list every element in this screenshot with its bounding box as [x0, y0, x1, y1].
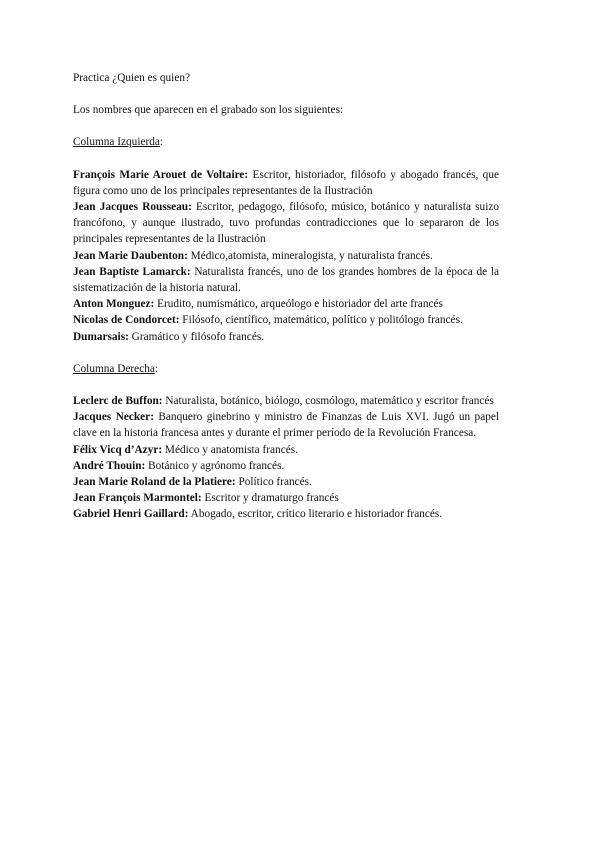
person-name: Jean Marie Daubenton: — [73, 249, 188, 262]
person-name: François Marie Arouet de Voltaire: — [73, 168, 249, 181]
left-column-heading: Columna Izquierda — [73, 136, 160, 149]
list-item — [73, 474, 499, 490]
heading-colon: : — [154, 362, 159, 375]
person-description: Escritor, historiador, filósofo y abogado francés, que figura como uno de los principales representantes de la Ilustración — [73, 168, 499, 197]
spacer — [73, 377, 499, 393]
left-column-heading-line — [73, 134, 499, 150]
spacer — [73, 118, 499, 134]
person-name: Jean Jacques Rousseau: — [73, 201, 192, 214]
person-name: Jean Marie Roland de la Platiere: — [73, 476, 236, 489]
person-description: Escritor y dramaturgo francés — [201, 492, 339, 505]
person-name: Gabriel Henri Gaillard: — [73, 508, 189, 521]
list-item — [73, 506, 499, 522]
person-name: Jacques Necker: — [73, 411, 154, 424]
person-name: Dumarsais: — [73, 330, 129, 343]
person-description: Médico y anatomista francés. — [162, 443, 298, 456]
person-name: Nicolas de Condorcet: — [73, 314, 180, 327]
list-item — [73, 312, 499, 328]
list-item — [73, 393, 499, 409]
heading-colon: : — [159, 136, 164, 149]
spacer — [73, 345, 499, 361]
right-column-heading-line — [73, 361, 499, 377]
spacer — [73, 151, 499, 167]
list-item — [73, 329, 499, 345]
list-item — [73, 458, 499, 474]
left-column-list — [73, 167, 499, 345]
document-title: Practica ¿Quien es quien? — [73, 72, 190, 84]
intro-text: Los nombres que aparecen en el grabado son los siguientes: — [73, 104, 344, 117]
person-description: Naturalista, botánico, biólogo, cosmólogo, matemático y escritor francés — [162, 395, 494, 408]
person-description: Gramático y filósofo francés. — [128, 330, 265, 343]
person-description: Escritor, pedagogo, filósofo, músico, botánico y naturalista suizo francófono, y aunque ilustrado, tuvo profundas contradicciones que lo separaron de los principales representantes de la Ilustración — [73, 201, 499, 246]
person-name: Jean Baptiste Lamarck: — [73, 265, 191, 278]
person-description: Médico,atomista, mineralogista, y naturalista francés. — [187, 249, 433, 262]
list-item — [73, 264, 499, 296]
person-description: Botánico y agrónomo francés. — [145, 459, 285, 472]
list-item — [73, 199, 499, 248]
spacer — [73, 86, 499, 102]
person-description: Erudito, numismático, arqueólogo e historiador del arte francés — [154, 298, 443, 311]
right-column-heading: Columna Derecha — [73, 362, 155, 375]
person-description: Político francés. — [235, 476, 312, 489]
person-name: André Thouin: — [73, 459, 146, 472]
list-item — [73, 409, 499, 441]
list-item — [73, 296, 499, 312]
document-page — [73, 70, 499, 523]
list-item — [73, 490, 499, 506]
list-item — [73, 167, 499, 199]
person-name: Jean François Marmontel: — [73, 492, 202, 505]
right-column-list — [73, 393, 499, 523]
list-item — [73, 248, 499, 264]
person-description: Naturalista francés, uno de los grandes hombres de la época de la sistematización de la historia natural. — [73, 265, 499, 295]
person-description: Abogado, escritor, crítico literario e historiador francés. — [188, 508, 443, 521]
person-description: Filósofo, científico, matemático, político y politólogo francés. — [179, 314, 463, 327]
list-item — [73, 442, 499, 458]
person-name: Leclerc de Buffon: — [73, 395, 163, 408]
person-name: Félix Vicq d’Azyr: — [73, 443, 163, 456]
person-name: Anton Monguez: — [73, 298, 155, 311]
person-description: Banquero ginebrino y ministro de Finanzas de Luis XVI. Jugó un papel clave en la historia francesa antes y durante el primer período de la Revolución Francesa. — [73, 411, 500, 440]
